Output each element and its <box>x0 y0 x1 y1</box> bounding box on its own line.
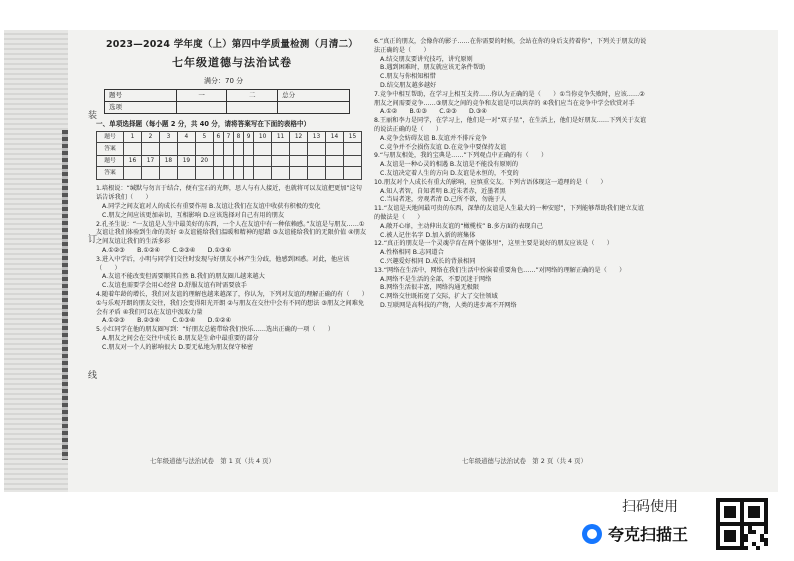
question-text: 7.竞争中相互帮助，在学习上相互支持……你认为正确的是（ ）①当你竞争失败时，应该……②朋友之间需要竞争……③朋友之间的竞争和友谊是可以共存的 ④我们应当在竞争中学会欣赏对手 <box>374 90 645 107</box>
answer-cell[interactable] <box>290 167 308 180</box>
empty-cell <box>308 156 326 167</box>
exam-title-line2: 七年级道德与法治试卷 <box>172 56 292 70</box>
scan-to-use-label: 扫码使用 <box>622 499 678 515</box>
question-options: A.①②③ B.②③④ C.①③④ D.①②④ <box>102 317 232 325</box>
question-number-cell: 20 <box>195 156 213 167</box>
exam-page-2 <box>374 38 650 311</box>
answer-cell[interactable] <box>195 167 213 180</box>
score-header-2: 一 <box>176 90 227 102</box>
question-list-right <box>374 38 650 311</box>
question-options: A.网络不是生活的全部，不要沉迷于网络 <box>380 275 492 283</box>
empty-cell <box>290 156 308 167</box>
answer-cell[interactable] <box>177 143 195 156</box>
answer-cell[interactable] <box>254 143 272 156</box>
answer-row-label: 题号 <box>97 132 124 143</box>
question-number-cell: 15 <box>343 132 361 143</box>
answer-cell[interactable] <box>325 143 343 156</box>
score-cell[interactable] <box>176 102 227 114</box>
question-text: 1.培根说：“缄默与勿言于结合，便有宝石的光辉，思人与有人接近，也就将可以友谊把更加”这句话告诉我们（ ） <box>96 185 362 202</box>
score-header-1: 题号 <box>105 90 177 102</box>
empty-cell <box>233 156 243 167</box>
binding-char-3: 线 <box>88 371 98 381</box>
answer-cell[interactable] <box>244 143 254 156</box>
question-options: C.友谊也需要学会用心经营 D.舒服友谊有时需要放手 <box>102 282 247 290</box>
question-text: 3.进入中学后，小明与同学们交往时发现与好朋友小林产生分歧，他感到困惑。对此，他应该（ ） <box>96 255 350 272</box>
score-cell[interactable] <box>227 102 278 114</box>
full-score: 满分：70 分 <box>204 77 244 86</box>
question-text: 8.王丽和李力是同学，在学习上，他们是一对“双子星”，在生活上，他们是好朋友……下列关于友谊的说法正确的是（ ） <box>374 117 647 133</box>
question-text: 4.随着年龄的增长，我们对友谊的理解也越来越深了，你认为，下列对友谊的理解正确的有（ ）①与乐观开朗的朋友交往，我们会变得阳光开朗 ②与朋友在交往中会有不同的想法 ③朋友之间难免会有矛盾 ④我们可以在友谊中汲取力量 <box>96 290 368 316</box>
question-options: A.友谊是一种心灵的相遇 B.友谊是不能没有原则的 <box>380 161 519 169</box>
answer-cell[interactable] <box>141 167 159 180</box>
empty-cell <box>343 156 361 167</box>
question-text: 5.小红同学在他的朋友圈写到：“好朋友总能带给我们快乐……选出正确的一项（ ） <box>96 326 335 334</box>
question-options: C.朋友之间应该更加亲切，互相影响 D.应该选择对自己有用的朋友 <box>102 211 285 219</box>
question-text: 13.“网络在生活中，网络在我们生活中扮演着重要角色……”对网络的理解正确的是（ ） <box>374 266 626 274</box>
score-header-4: 总分 <box>278 90 350 102</box>
question-options: C.朋友对一个人的影响很大 D.要无私地为朋友保守秘密 <box>102 343 254 351</box>
score-cell[interactable] <box>278 102 350 114</box>
question-options: A.敞开心扉，主动伸出友谊的“橄榄枝” B.多方面的表现自己 <box>380 222 543 230</box>
empty-cell <box>325 156 343 167</box>
question-number-cell: 18 <box>159 156 177 167</box>
empty-cell <box>223 156 233 167</box>
question-number-cell: 3 <box>159 132 177 143</box>
question-options: A.朋友之间会在交往中成长 B.朋友是生命中最重要的部分 <box>102 334 259 342</box>
answer-cell[interactable] <box>343 167 361 180</box>
answer-row-label: 答案 <box>97 143 124 156</box>
question-number-cell: 1 <box>124 132 142 143</box>
score-row-label: 选项 <box>105 102 177 114</box>
answer-cell[interactable] <box>124 143 142 156</box>
answer-grid <box>96 131 362 180</box>
question-options: B.遇到困难时，朋友就应该无条件帮助 <box>380 64 486 72</box>
answer-cell[interactable] <box>308 143 326 156</box>
question-number-cell: 14 <box>325 132 343 143</box>
question-options: C.友谊决定着人生的方向 D.友谊是永恒的，不变的 <box>380 169 519 177</box>
empty-cell <box>272 156 290 167</box>
question-number-cell: 12 <box>290 132 308 143</box>
question-number-cell: 9 <box>244 132 254 143</box>
answer-cell[interactable] <box>223 143 233 156</box>
question-number-cell: 10 <box>254 132 272 143</box>
answer-cell[interactable] <box>195 143 213 156</box>
question-number-cell: 8 <box>233 132 243 143</box>
answer-cell[interactable] <box>272 167 290 180</box>
exam-title-line1: 2023—2024 学年度（上）第四中学质量检测（月清二） <box>106 39 358 50</box>
quark-logo-icon <box>582 524 602 544</box>
answer-cell[interactable] <box>213 167 223 180</box>
page-footer-right: 七年级道德与法治试卷 第 2 页（共 4 页） <box>462 457 587 465</box>
answer-cell[interactable] <box>290 143 308 156</box>
answer-cell[interactable] <box>343 143 361 156</box>
answer-row-label: 答案 <box>97 167 124 180</box>
question-number-cell: 2 <box>141 132 159 143</box>
question-list-left <box>96 185 368 352</box>
question-options: A.①② B.①③ C.②③ D.③④ <box>380 108 487 116</box>
binding-char-2: 订 <box>88 235 98 245</box>
answer-row-label: 题号 <box>97 156 124 167</box>
answer-cell[interactable] <box>244 167 254 180</box>
question-options: A.①②③ B.①②④ C.②③④ D.①③④ <box>102 246 232 254</box>
question-options: D.结交朋友越多越好 <box>380 81 437 89</box>
binding-stripe <box>62 130 68 460</box>
question-options: A.知人者智，自知者明 B.近朱者赤，近墨者黑 <box>380 187 506 195</box>
scanner-branding <box>580 496 790 556</box>
answer-cell[interactable] <box>272 143 290 156</box>
answer-cell[interactable] <box>177 167 195 180</box>
question-options: A.同学之间友谊对人的成长有重要作用 B.友谊让我们在友谊中收获有积极的变化 <box>102 202 321 210</box>
question-number-cell: 13 <box>308 132 326 143</box>
question-number-cell: 17 <box>141 156 159 167</box>
question-number-cell: 4 <box>177 132 195 143</box>
answer-cell[interactable] <box>213 143 223 156</box>
question-options: A.友谊不能改变但需要顺其自然 B.我们的朋友圈儿越来越大 <box>102 273 265 281</box>
qr-code-icon[interactable] <box>716 498 768 550</box>
answer-cell[interactable] <box>124 167 142 180</box>
empty-cell <box>254 156 272 167</box>
question-number-cell: 19 <box>177 156 195 167</box>
answer-cell[interactable] <box>308 167 326 180</box>
answer-cell[interactable] <box>254 167 272 180</box>
question-text: 12.“真正的朋友是一个灵魂孕育在两个躯体里”，这里主要是说好的朋友应该是（ ） <box>374 240 613 248</box>
question-options: C.网络交往既拓宽了交际，扩大了交往领域 <box>380 293 498 301</box>
question-options: D.互联网是高科技的产物，人类的进步离不开网络 <box>380 301 517 309</box>
binding-margin <box>4 30 68 492</box>
app-name: 夸克扫描王 <box>608 525 689 544</box>
binding-char-1: 装 <box>88 111 98 121</box>
question-options: C.兴趣爱好相同 D.成长的背景相同 <box>380 257 476 265</box>
question-number-cell: 7 <box>223 132 233 143</box>
question-options: C.被人记住名字 D.加入新的班集体 <box>380 231 476 239</box>
exam-page-1 <box>96 38 368 353</box>
answer-cell[interactable] <box>223 167 233 180</box>
question-number-cell: 5 <box>195 132 213 143</box>
question-options: B.网络生活很丰富，网络沟通无极限 <box>380 284 480 292</box>
answer-cell[interactable] <box>233 167 243 180</box>
empty-cell <box>213 156 223 167</box>
question-number-cell: 16 <box>124 156 142 167</box>
question-text: 6.“真正的朋友，会像你的影子……在你需要的时候，会站在你的身后支持着你”，下列关于朋友的说法正确的是（ ） <box>374 38 647 54</box>
question-options: A.结交朋友要讲究技巧，讲究原则 <box>380 55 473 63</box>
question-options: C.当局者迷，旁观者清 D.己所不欲，勿施于人 <box>380 196 507 204</box>
question-options: C.朋友与你相知相惜 <box>380 73 436 81</box>
question-options: A.性格相同 B.志同道合 <box>380 249 444 257</box>
answer-cell[interactable] <box>159 143 177 156</box>
score-table <box>104 89 350 114</box>
question-text: 10.朋友对个人成长有重大的影响，应慎重交友。下列古语体现这一道理的是（ ） <box>374 178 607 186</box>
answer-cell[interactable] <box>141 143 159 156</box>
question-text: 2.孔圣生说：“一友谊是人生中最美好的东西，一个人在友谊中有一种依赖感。”友谊是与朋友……①友谊让我们体验到生命的美好 ②友谊能给我们温暖和精神的慰藉 ③友谊能给我们的无限价值 ④朋友之间友谊让我们的生活多彩 <box>96 220 367 246</box>
answer-cell[interactable] <box>325 167 343 180</box>
question-text: 9.“与朋友相处，我的宝典是……”下列观点中正确的有（ ） <box>374 152 548 160</box>
empty-cell <box>244 156 254 167</box>
question-number-cell: 6 <box>213 132 223 143</box>
question-options: C.竞争并不会损伤友谊 D.在竞争中要保持友谊 <box>380 143 507 151</box>
question-options: A.竞争会妨碍友谊 B.友谊并不排斥竞争 <box>380 134 488 142</box>
page-footer-left: 七年级道德与法治试卷 第 1 页（共 4 页） <box>150 457 275 465</box>
question-text: 11.“友谊是天地间最可贵的东西，深挚的友谊是人生最大的一种安慰”，下列能够帮助我们建立友谊的做法是（ ） <box>374 205 644 221</box>
answer-cell[interactable] <box>233 143 243 156</box>
score-header-3: 二 <box>227 90 278 102</box>
section-1-heading: 一、单项选择题（每小题 2 分，共 40 分，请将答案写在下面的表格中） <box>96 120 311 129</box>
answer-cell[interactable] <box>159 167 177 180</box>
question-number-cell: 11 <box>272 132 290 143</box>
